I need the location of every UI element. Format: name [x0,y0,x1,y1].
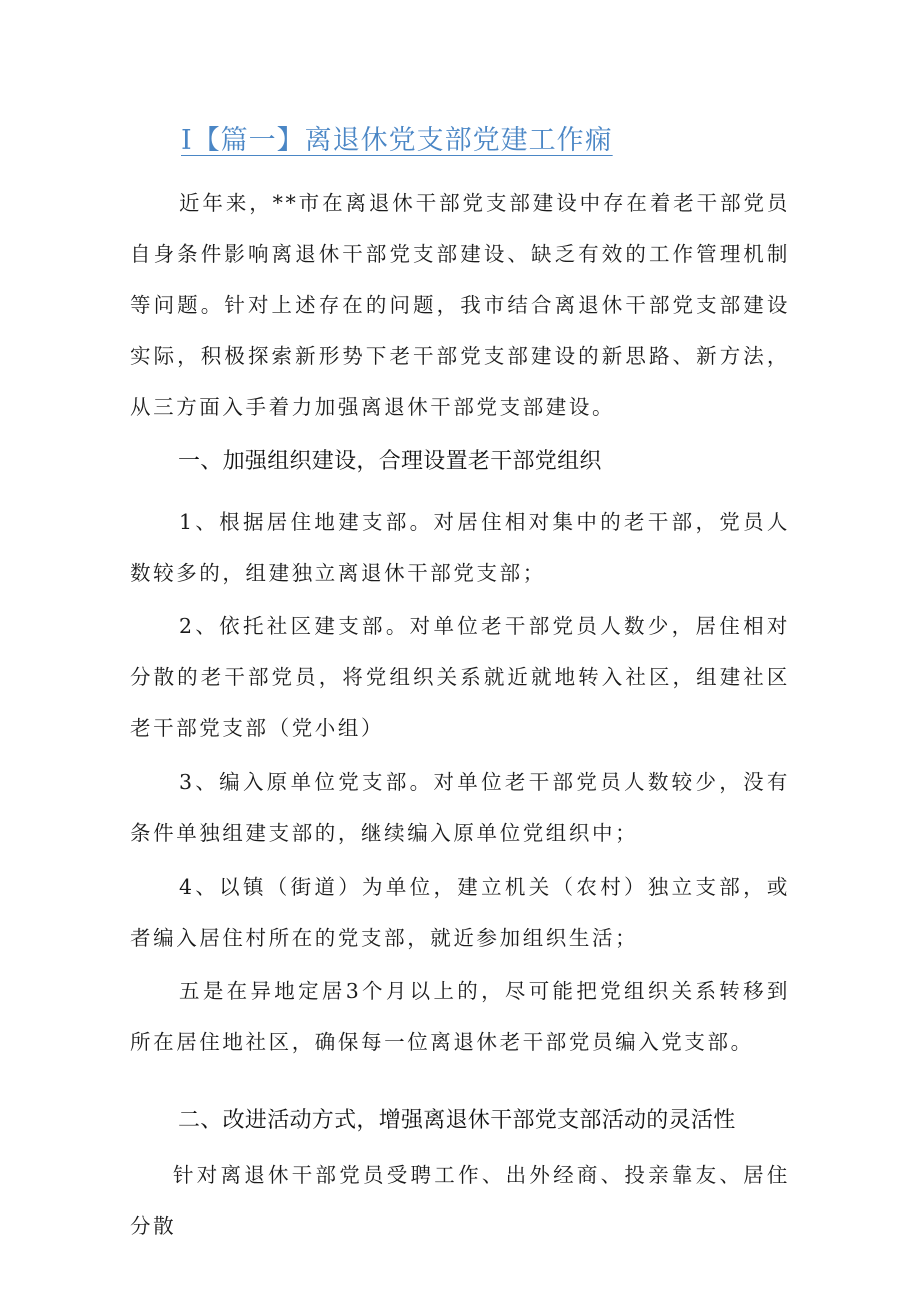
list-item-3: 3、编入原单位党支部。对单位老干部党员人数较少，没有条件单独组建支部的，继续编入原单位党组织中； [130,770,790,845]
document-title: I【篇一】离退休党支部党建工作痫 [181,125,613,156]
intro-paragraph: 近年来，**市在离退休干部党支部建设中存在着老干部党员自身条件影响离退休干部党支部建设、缺乏有效的工作管理机制等问题。针对上述存在的问题，我市结合离退休干部党支部建设实际，积极探索新形势下老干部党支部建设的新思路、新方法，从三方面入手着力加强离退休干部党支部建设。 [130,191,790,419]
section-heading-1: 一、加强组织建设，合理设置老干部党组织 [178,449,602,474]
list-item-4: 4、以镇（街道）为单位，建立机关（农村）独立支部，或者编入居住村所在的党支部，就近参加组织生活； [130,875,790,950]
list-item-1: 1、根据居住地建支部。对居住相对集中的老干部，党员人数较多的，组建独立离退休干部党支部； [130,510,790,585]
section-heading-2: 二、改进活动方式，增强离退休干部党支部活动的灵活性 [178,1108,736,1133]
list-item-5: 五是在异地定居3个月以上的，尽可能把党组织关系转移到所在居住地社区，确保每一位离退休老干部党员编入党支部。 [130,979,790,1054]
section-2-paragraph: 针对离退休干部党员受聘工作、出外经商、投亲靠友、居住分散 [130,1163,790,1238]
list-item-2: 2、依托社区建支部。对单位老干部党员人数少，居住相对分散的老干部党员，将党组织关系就近就地转入社区，组建社区老干部党支部（党小组） [130,614,790,740]
